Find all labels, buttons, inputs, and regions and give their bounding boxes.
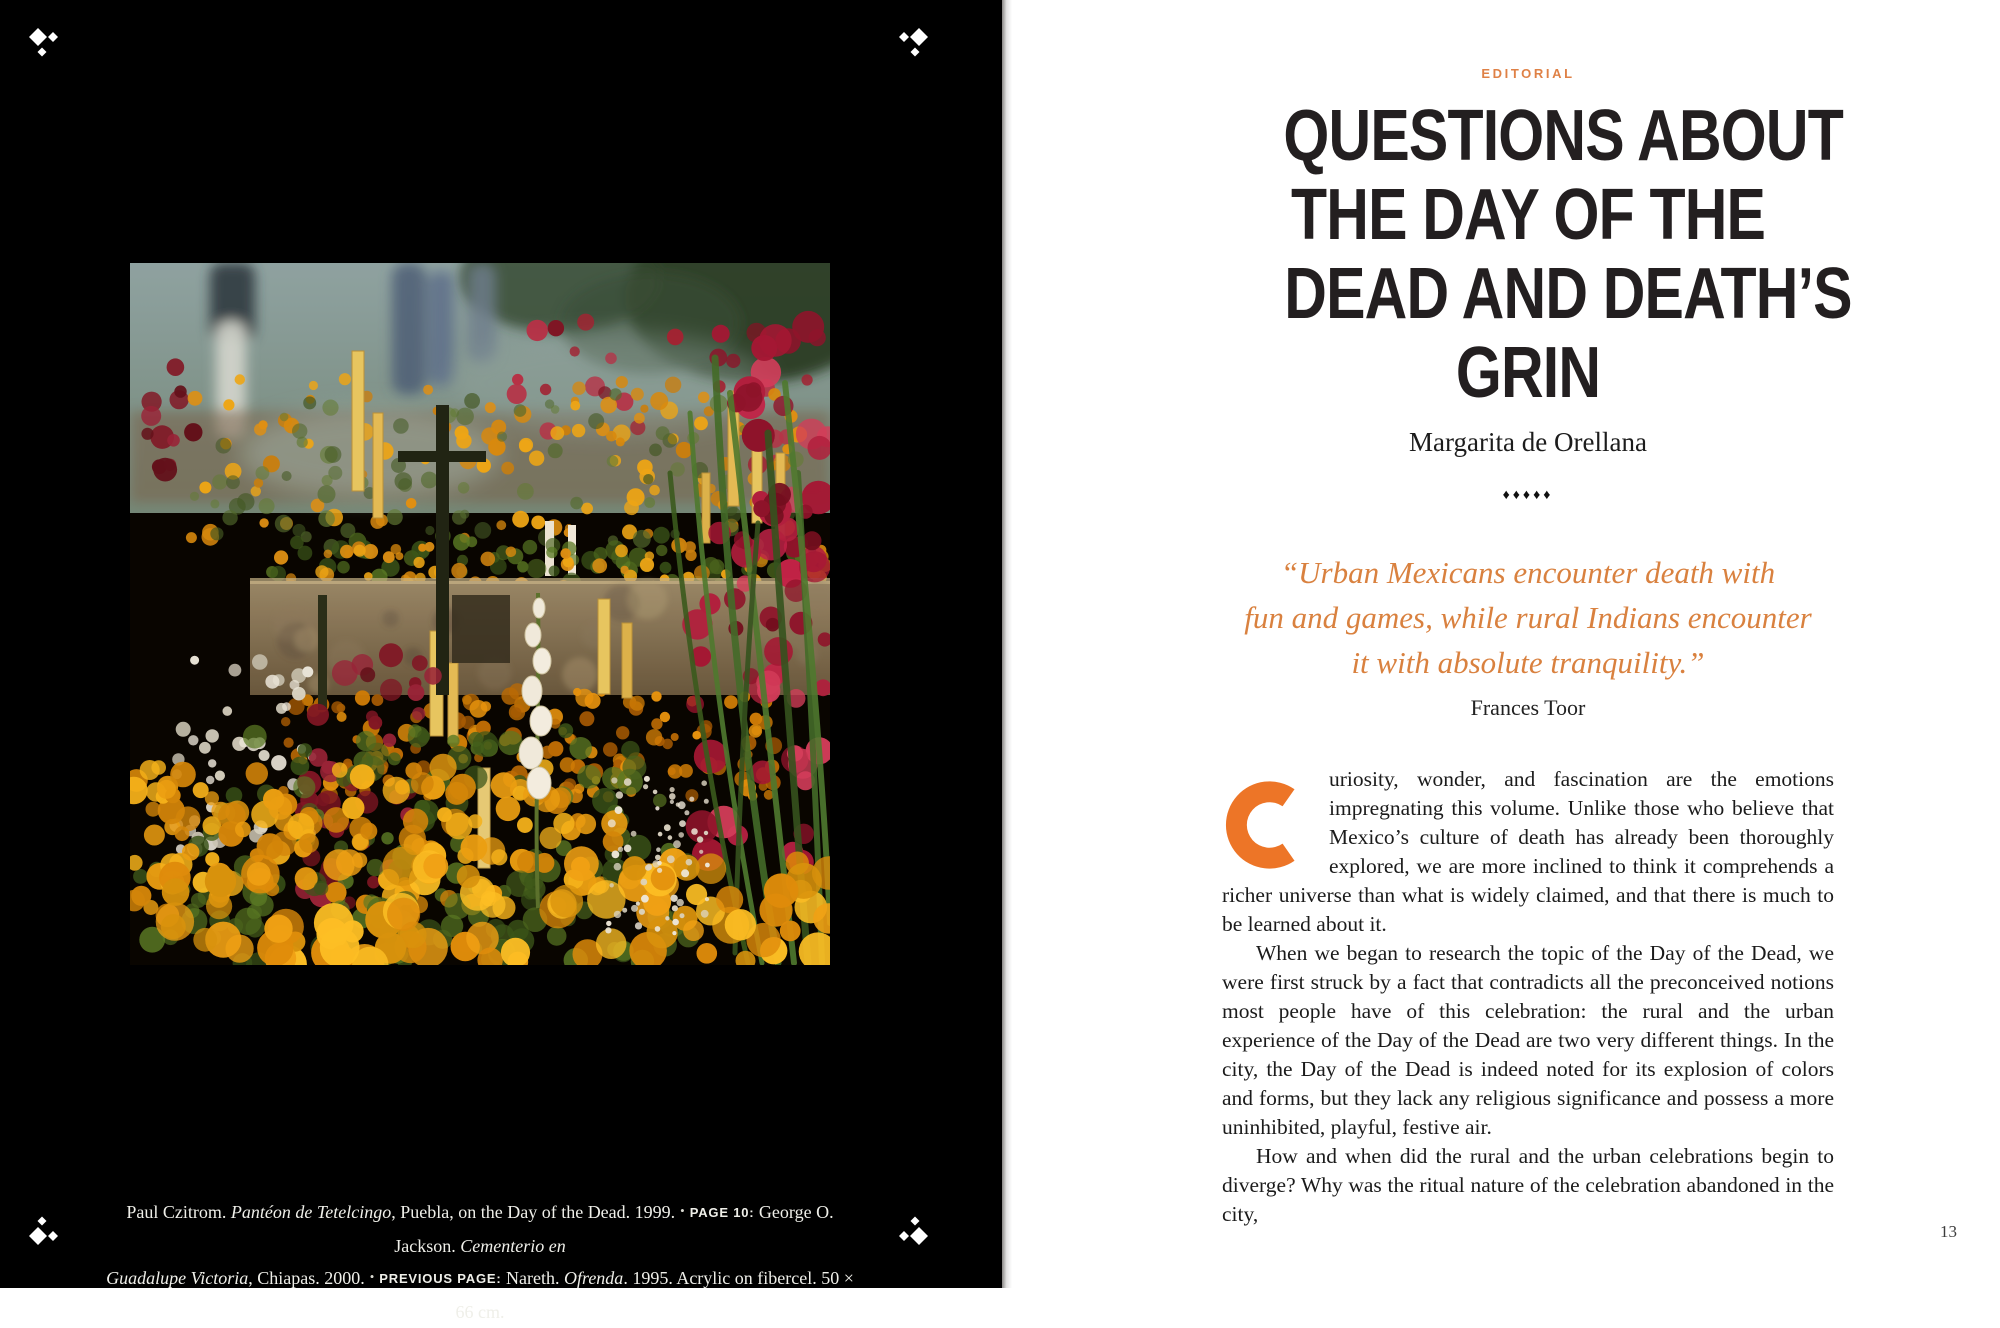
caption-line: Paul Czitrom. Pantéon de Tetelcingo, Puebla, on the Day of the Dead. 1999. • PAGE 10: George O. Jackson. Cementerio en <box>126 1202 834 1256</box>
article-body <box>1222 765 1834 1229</box>
corner-diamonds-icon <box>896 27 928 59</box>
dropcap-letter-c <box>1222 770 1317 879</box>
corner-diamonds-icon <box>896 1214 928 1246</box>
right-page <box>1002 0 2000 1288</box>
diamond-separator-icon: ♦♦♦♦♦ <box>1502 488 1554 503</box>
title-line: GRIN <box>1455 333 1601 413</box>
title-line: THE DAY OF THE <box>1290 175 1766 255</box>
paragraph-text: uriosity, wonder, and fascination are the emotions impregnating this volume. Unlike those who believe that Mexico’s culture of death has already been thoroughly explored, we are more inclined to think it comprehends a richer universe than what is widely claimed, and that there is much to be learned about it. <box>1222 767 1834 936</box>
pull-quote-line: it with absolute tranquility.” <box>1351 645 1705 680</box>
author-byline: Margarita de Orellana <box>1409 427 1647 457</box>
cemetery-photo <box>130 263 830 965</box>
section-eyebrow: EDITORIAL <box>1481 66 1575 81</box>
title-line: DEAD AND DEATH’S <box>1284 254 1852 334</box>
paragraph: When we began to research the topic of the Day of the Dead, we were first struck by a fact that contradicts all the preconceived notions most people have of this celebration: the rural and the urban experience of the Day of the Dead are two very different things. In the city, the Day of the Dead is indeed noted for its explosion of colors and forms, but they lack any religious significance and possess a more uninhibited, playful, festive air. <box>1222 941 1834 1139</box>
title-line: QUESTIONS ABOUT <box>1283 96 1843 176</box>
page-gutter-shadow <box>1002 0 1012 1288</box>
corner-diamonds-icon <box>29 1214 61 1246</box>
corner-diamonds-icon <box>29 27 61 59</box>
cemetery-photo-illustration <box>130 263 830 965</box>
paragraph: How and when did the rural and the urban celebrations begin to diverge? Why was the ritual nature of the celebration abandoned in the city, <box>1222 1144 1834 1226</box>
left-page <box>0 0 1002 1322</box>
pull-quote <box>1222 550 1834 685</box>
pull-quote-line: “Urban Mexicans encounter death with <box>1280 555 1776 590</box>
photo-caption <box>95 1196 865 1328</box>
quote-attribution: Frances Toor <box>1470 695 1586 720</box>
editorial-column <box>1222 0 1852 1229</box>
page-number: 13 <box>1940 1222 1957 1241</box>
pull-quote-line: fun and games, while rural Indians encounter <box>1244 600 1812 635</box>
article-title <box>1222 96 1852 413</box>
paragraph <box>1222 765 1834 939</box>
caption-line: Guadalupe Victoria, Chiapas. 2000. • PREVIOUS PAGE: Nareth. Ofrenda. 1995. Acrylic on fibercel. 50 × 66 cm. <box>106 1268 854 1322</box>
